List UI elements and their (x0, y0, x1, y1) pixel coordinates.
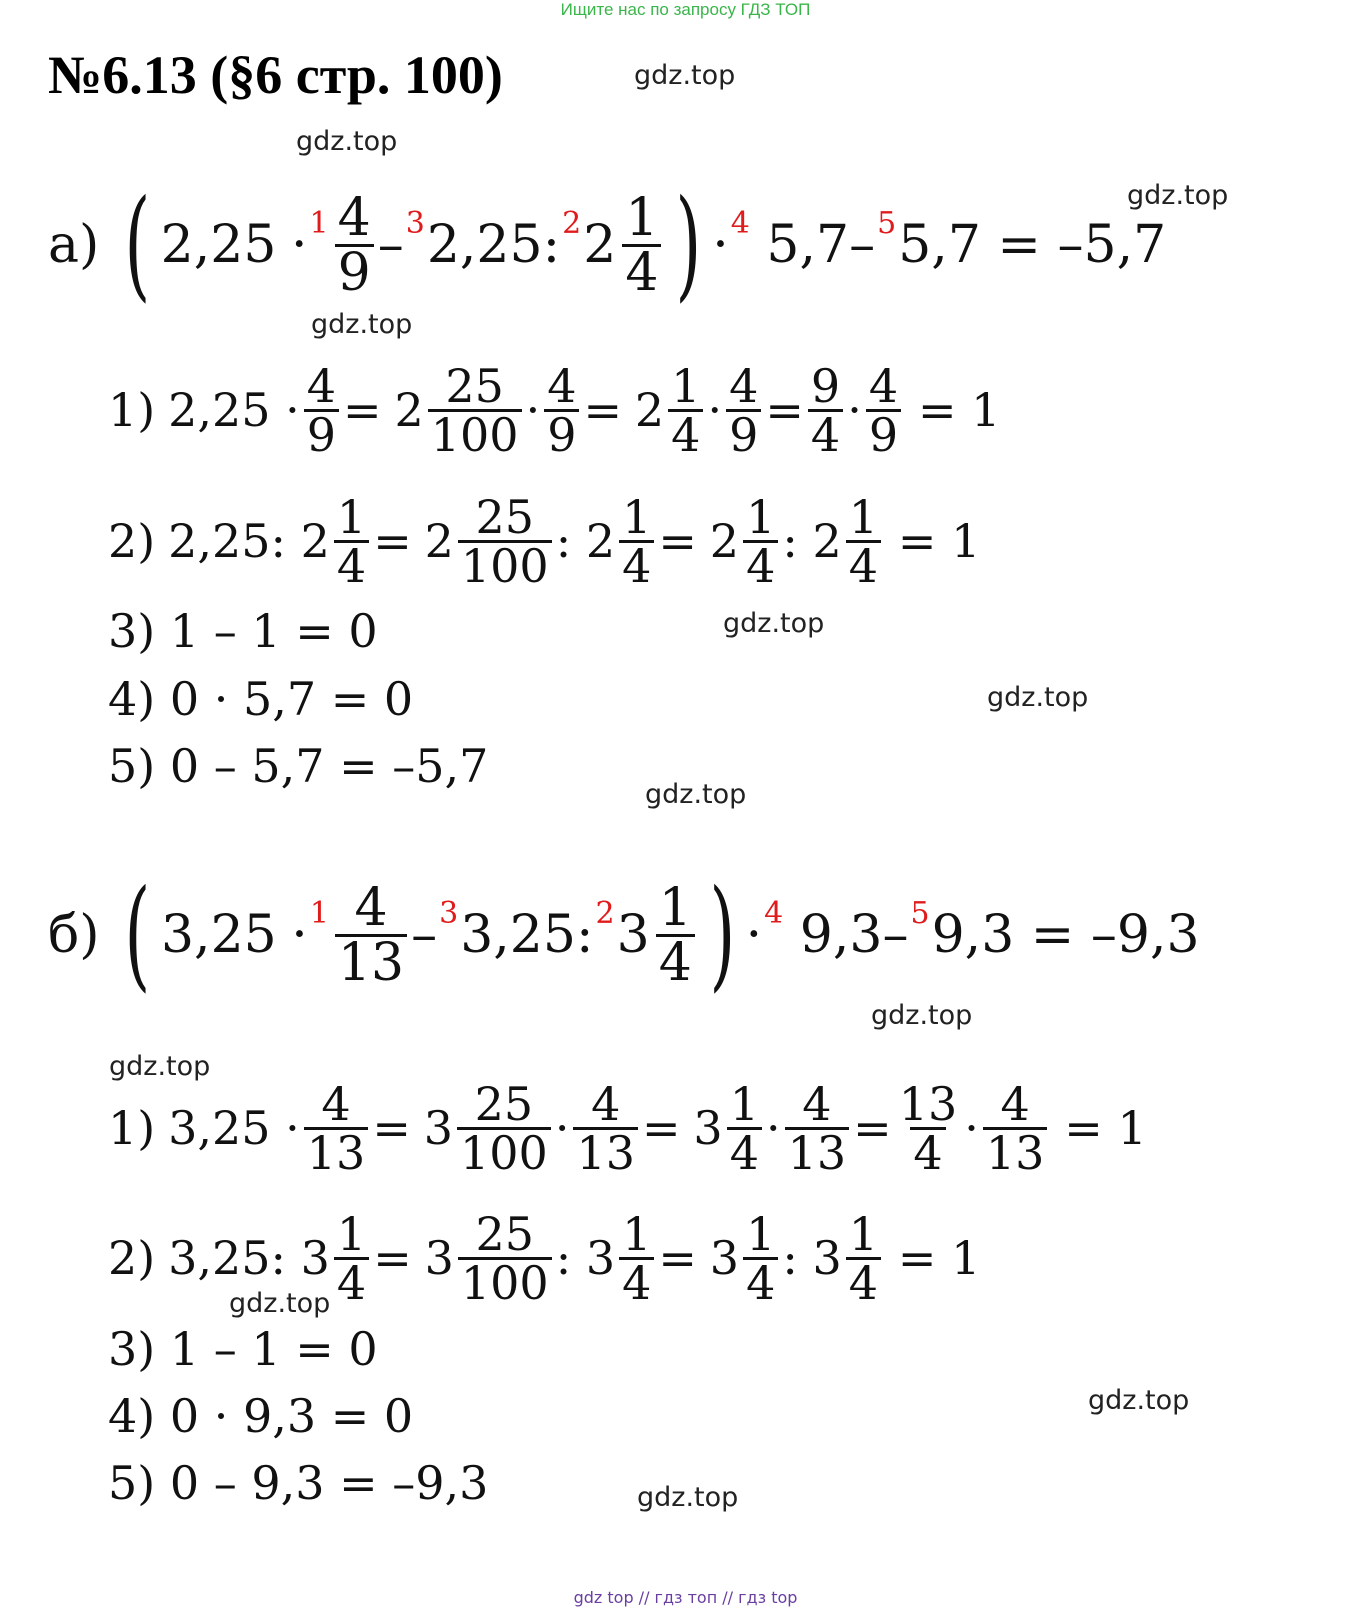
order-marker: 2 (562, 205, 582, 241)
fraction (334, 1206, 369, 1310)
multiply-sign: · (765, 1101, 781, 1155)
fraction (335, 877, 407, 993)
watermark: gdz.top (1127, 180, 1229, 211)
watermark: gdz.top (1088, 1385, 1190, 1416)
close-paren: ) (709, 865, 736, 1004)
numerator: 1 (746, 1206, 776, 1261)
fraction (743, 489, 778, 593)
fraction (619, 489, 654, 593)
operand: : 3 (555, 1231, 616, 1285)
numerator: 1 (336, 489, 367, 544)
operand: 3,25: 3 (168, 1231, 330, 1285)
denominator: 9 (544, 409, 579, 458)
order-marker: 3 (439, 895, 459, 931)
operand: 3,25 (160, 905, 277, 965)
fraction (866, 358, 901, 462)
page-title: №6.13 (§6 стр. 100) (48, 45, 503, 105)
whole-part: 2 (709, 514, 740, 568)
part-b-step-2 (108, 1193, 980, 1323)
equals-sign: = (583, 383, 623, 437)
denominator: 4 (808, 409, 843, 458)
multiply-sign: · (745, 905, 763, 965)
denominator: 4 (334, 540, 369, 589)
close-paren: ) (675, 175, 702, 314)
operand: 3,25 · (168, 1101, 300, 1155)
order-marker: 1 (309, 895, 329, 931)
denominator: 100 (428, 409, 522, 458)
part-a-step-3: 3) 1 – 1 = 0 (108, 604, 378, 658)
whole-part: 2 (583, 215, 617, 275)
result: 9,3 = –9,3 (931, 905, 1200, 965)
equals-sign: = (343, 383, 382, 437)
order-marker: 4 (764, 895, 784, 931)
denominator: 4 (619, 540, 654, 589)
fraction (846, 1206, 881, 1310)
fraction (304, 358, 339, 462)
part-label: а) (48, 215, 100, 275)
fraction (668, 358, 703, 462)
equals-sign: = (373, 1231, 412, 1285)
numerator: 25 (445, 358, 504, 413)
numerator: 4 (354, 877, 388, 938)
top-banner: Ищите нас по запросу ГДЗ ТОП (560, 0, 811, 19)
equals-sign: = (853, 1101, 892, 1155)
minus-sign: – (411, 905, 438, 965)
result: = 1 (917, 383, 1001, 437)
numerator: 4 (868, 358, 899, 413)
result: = 1 (1064, 1101, 1147, 1155)
part-b-step-5: 5) 0 – 9,3 = –9,3 (108, 1456, 489, 1510)
open-paren: ( (124, 175, 151, 314)
order-marker: 5 (910, 895, 930, 931)
numerator: 4 (337, 187, 371, 248)
fraction (808, 358, 843, 462)
equals-sign: = (372, 1101, 411, 1155)
numerator: 25 (475, 489, 535, 544)
whole-part: 2 (394, 383, 424, 437)
step-label: 2) (108, 514, 156, 568)
part-b-expression (48, 865, 1200, 1004)
multiply-sign: · (291, 215, 308, 275)
whole-part: 3 (423, 1101, 454, 1155)
denominator: 4 (846, 1257, 881, 1306)
fraction (457, 1076, 551, 1180)
mixed-number (616, 877, 699, 993)
denominator: 13 (785, 1127, 850, 1176)
operand: 9,3– (799, 905, 909, 965)
numerator: 25 (474, 1076, 534, 1131)
numerator: 1 (625, 187, 659, 248)
operand: : 2 (555, 514, 616, 568)
denominator: 13 (573, 1127, 638, 1176)
fraction (304, 1076, 369, 1180)
step-label: 1) (108, 383, 156, 437)
denominator: 4 (619, 1257, 654, 1306)
numerator: 9 (810, 358, 841, 413)
watermark: gdz.top (871, 1000, 973, 1031)
denominator: 4 (334, 1257, 369, 1306)
fraction (573, 1076, 638, 1180)
denominator: 100 (457, 1127, 551, 1176)
step-label: 1) (108, 1101, 156, 1155)
denominator: 9 (335, 244, 374, 299)
equals-sign: = (373, 514, 412, 568)
denominator: 4 (727, 1127, 762, 1176)
watermark: gdz.top (987, 682, 1089, 713)
watermark: gdz.top (645, 779, 747, 810)
fraction (458, 1206, 552, 1310)
denominator: 9 (726, 409, 761, 458)
denominator: 4 (656, 934, 695, 989)
denominator: 13 (335, 934, 407, 989)
denominator: 4 (668, 409, 703, 458)
watermark: gdz.top (637, 1482, 739, 1513)
fraction (785, 1076, 850, 1180)
fraction (726, 358, 761, 462)
fraction (983, 1076, 1048, 1180)
whole-part: 3 (424, 1231, 454, 1285)
equals-sign: = (658, 1231, 697, 1285)
part-a-expression (48, 175, 1167, 314)
watermark: gdz.top (723, 608, 825, 639)
multiply-sign: · (847, 383, 862, 437)
fraction (896, 1076, 961, 1180)
fraction (622, 187, 661, 303)
multiply-sign: · (291, 905, 308, 965)
numerator: 25 (475, 1206, 535, 1261)
numerator: 4 (1000, 1076, 1030, 1131)
mixed-number (583, 187, 665, 303)
order-marker: 4 (730, 205, 750, 241)
denominator: 9 (304, 409, 339, 458)
open-paren: ( (124, 865, 151, 1004)
numerator: 1 (336, 1206, 367, 1261)
result: = 1 (897, 514, 981, 568)
fraction (428, 358, 522, 462)
fraction (619, 1206, 654, 1310)
numerator: 13 (898, 1076, 958, 1131)
order-marker: 5 (877, 205, 897, 241)
order-marker: 3 (405, 205, 425, 241)
whole-part: 3 (693, 1101, 723, 1155)
part-b-step-3: 3) 1 – 1 = 0 (108, 1322, 378, 1376)
numerator: 4 (547, 358, 577, 413)
numerator: 4 (321, 1076, 351, 1131)
numerator: 1 (729, 1076, 759, 1131)
part-a-step-5: 5) 0 – 5,7 = –5,7 (108, 739, 489, 793)
equals-sign: = (658, 514, 697, 568)
step-label: 2) (108, 1231, 156, 1285)
result: = 1 (897, 1231, 981, 1285)
multiply-sign: · (712, 215, 729, 275)
denominator: 4 (846, 540, 881, 589)
denominator: 100 (458, 1257, 552, 1306)
part-a-step-4: 4) 0 · 5,7 = 0 (108, 672, 414, 726)
numerator: 1 (671, 358, 701, 413)
whole-part: 3 (616, 905, 650, 965)
whole-part: 2 (424, 514, 454, 568)
watermark: gdz.top (296, 126, 398, 157)
fraction (335, 187, 374, 303)
bottom-banner: gdz top // гдз топ // гдз top (573, 1588, 798, 1607)
fraction (656, 877, 695, 993)
numerator: 1 (622, 1206, 652, 1261)
multiply-sign: · (964, 1101, 979, 1155)
fraction (727, 1076, 762, 1180)
operand: : 2 (782, 514, 842, 568)
multiply-sign: · (554, 1101, 570, 1155)
numerator: 1 (746, 489, 776, 544)
numerator: 4 (306, 358, 337, 413)
denominator: 13 (983, 1127, 1048, 1176)
numerator: 1 (658, 877, 692, 938)
numerator: 1 (848, 1206, 879, 1261)
order-marker: 2 (595, 895, 615, 931)
fraction (544, 358, 579, 462)
fraction (458, 489, 552, 593)
operand: 2,25 (160, 215, 277, 275)
part-a-step-1 (108, 345, 1000, 475)
operand: 2,25: 2 (168, 514, 330, 568)
multiply-sign: · (525, 383, 541, 437)
watermark: gdz.top (634, 60, 736, 91)
operand: 2,25: (426, 215, 561, 275)
operand: 2,25 · (168, 383, 300, 437)
fraction (846, 489, 881, 593)
operand: 5,7– (766, 215, 876, 275)
numerator: 4 (802, 1076, 832, 1131)
minus-sign: – (377, 215, 404, 275)
numerator: 1 (622, 489, 652, 544)
operand: 3,25: (460, 905, 594, 965)
part-a-step-2 (108, 476, 980, 606)
denominator: 4 (743, 540, 778, 589)
watermark: gdz.top (311, 309, 413, 340)
fraction (334, 489, 369, 593)
denominator: 9 (866, 409, 901, 458)
fraction (743, 1206, 778, 1310)
numerator: 4 (591, 1076, 621, 1131)
numerator: 4 (729, 358, 759, 413)
part-b-step-1 (108, 1063, 1147, 1193)
whole-part: 2 (634, 383, 665, 437)
numerator: 1 (848, 489, 879, 544)
watermark: gdz.top (229, 1288, 331, 1319)
whole-part: 3 (709, 1231, 740, 1285)
part-label: б) (48, 905, 100, 965)
part-b-step-4: 4) 0 · 9,3 = 0 (108, 1389, 414, 1443)
equals-sign: = (642, 1101, 681, 1155)
denominator: 100 (458, 540, 552, 589)
denominator: 4 (743, 1257, 778, 1306)
order-marker: 1 (309, 205, 329, 241)
multiply-sign: · (707, 383, 723, 437)
operand: : 3 (782, 1231, 842, 1285)
denominator: 13 (304, 1127, 369, 1176)
denominator: 4 (622, 244, 661, 299)
result: 5,7 = –5,7 (898, 215, 1167, 275)
denominator: 4 (910, 1127, 945, 1176)
watermark: gdz.top (109, 1051, 211, 1082)
equals-sign: = (765, 383, 804, 437)
